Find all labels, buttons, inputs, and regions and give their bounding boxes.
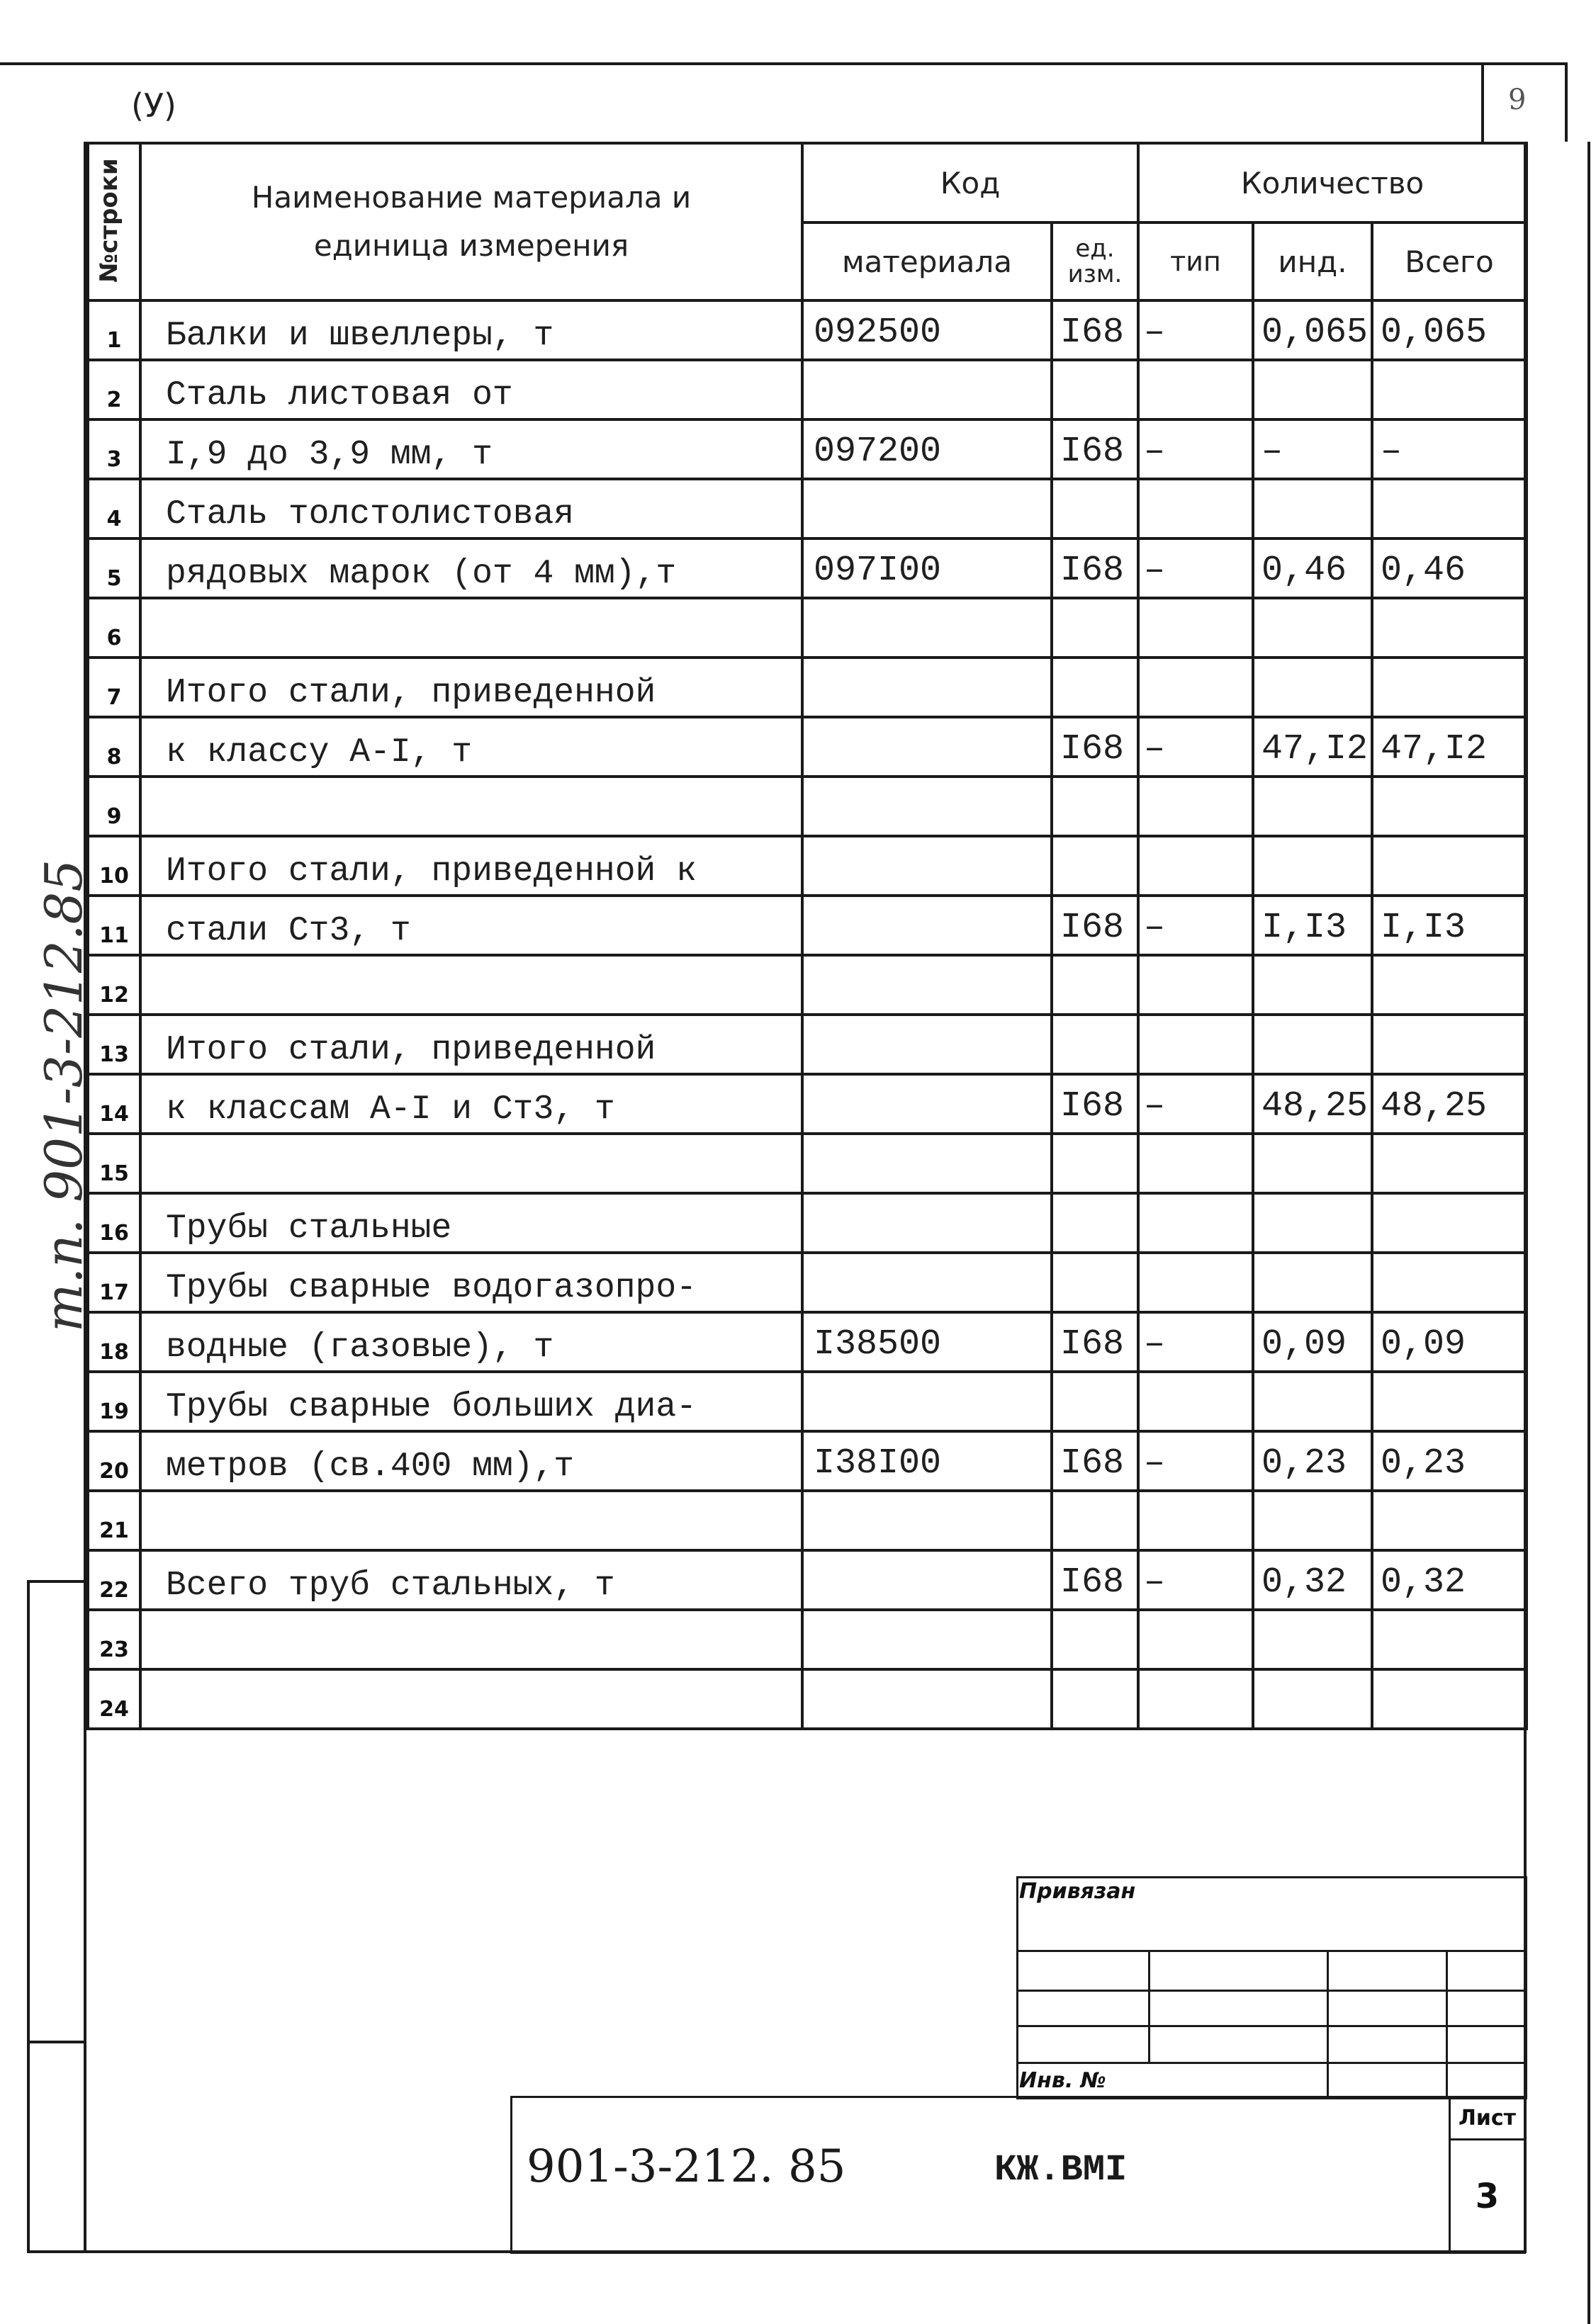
- row-total: 0,09: [1381, 1324, 1466, 1365]
- header-qty-ind: инд.: [1253, 222, 1372, 300]
- row-name: Трубы сварные больших диа-: [166, 1388, 697, 1426]
- header-quantity: Количество: [1138, 143, 1527, 222]
- row-number: 3: [106, 447, 122, 472]
- row-number: 11: [99, 923, 129, 948]
- row-total: I,I3: [1381, 908, 1466, 948]
- row-name: [142, 1686, 166, 1724]
- row-name: Итого стали, приведенной: [166, 674, 656, 712]
- row-number: 1: [106, 328, 122, 353]
- side-box-top: [27, 1580, 86, 1583]
- table-row: [88, 896, 1527, 955]
- row-number: 6: [106, 626, 122, 650]
- row-unit: I68: [1060, 1562, 1125, 1603]
- row-name: Итого стали, приведенной: [166, 1031, 656, 1069]
- table-row: [88, 360, 1527, 419]
- row-code: I38I00: [814, 1443, 942, 1484]
- sheet-number: 3: [1475, 2176, 1500, 2216]
- row-name: Итого стали, приведенной к: [166, 852, 697, 891]
- side-box-left: [27, 1580, 30, 2253]
- row-code: 092500: [814, 312, 942, 353]
- project-code: 901-3-212. 85: [527, 2140, 846, 2193]
- row-name: [142, 971, 166, 1010]
- row-unit: I68: [1060, 1324, 1125, 1365]
- row-name: [142, 1150, 166, 1188]
- row-name: водные (газовые), т: [166, 1329, 554, 1367]
- row-type: –: [1144, 1324, 1166, 1365]
- row-type: –: [1144, 551, 1166, 591]
- row-name: [142, 1507, 166, 1545]
- row-name: Сталь листовая от: [166, 376, 513, 414]
- row-name: Всего труб стальных, т: [166, 1567, 615, 1605]
- row-name: Сталь толстолистовая: [166, 495, 575, 534]
- row-total: 0,065: [1381, 312, 1488, 353]
- row-ind: 0,32: [1261, 1562, 1347, 1603]
- row-unit: I68: [1060, 312, 1125, 353]
- row-total: 0,23: [1381, 1443, 1466, 1484]
- table-row: [88, 955, 1527, 1015]
- row-number: 13: [99, 1042, 129, 1067]
- frame-corner-box: [1481, 62, 1484, 142]
- table-row: [88, 1431, 1527, 1491]
- table-row: [88, 717, 1527, 777]
- row-total: 0,32: [1381, 1562, 1466, 1603]
- table-row: [88, 1134, 1527, 1193]
- row-unit: I68: [1060, 908, 1125, 948]
- row-unit: I68: [1060, 1086, 1125, 1127]
- table-row: [88, 1491, 1527, 1550]
- page-corner-number: 9: [1508, 84, 1527, 116]
- row-name: Трубы сварные водогазопро-: [166, 1269, 697, 1307]
- table-row: [88, 1015, 1527, 1074]
- row-type: –: [1144, 908, 1166, 948]
- binding-stamp: [1016, 1876, 1527, 2099]
- header-row-no: №строки: [88, 143, 140, 300]
- frame-top-line: [0, 62, 1568, 65]
- row-number: 14: [99, 1102, 129, 1127]
- row-type: –: [1144, 1086, 1166, 1127]
- title-block: [510, 2096, 1526, 2254]
- row-type: –: [1144, 431, 1166, 472]
- header-code: Код: [802, 143, 1138, 222]
- doc-code: КЖ.ВМI: [994, 2149, 1128, 2191]
- frame-right-line: [1565, 62, 1568, 142]
- row-ind: 48,25: [1261, 1086, 1369, 1127]
- row-total: –: [1381, 431, 1403, 472]
- row-type: –: [1144, 312, 1166, 353]
- row-name: к классам А-I и Ст3, т: [166, 1090, 615, 1129]
- row-total: 48,25: [1381, 1086, 1488, 1127]
- row-number: 19: [99, 1399, 129, 1424]
- header-qty-total: Всего: [1372, 222, 1527, 300]
- row-code: 097200: [814, 431, 942, 472]
- sheet-label: Лист: [1458, 2106, 1517, 2131]
- row-unit: I68: [1060, 1443, 1125, 1484]
- side-vertical-note: т.п. 901-3-212.85: [34, 859, 94, 1332]
- row-name: Трубы стальные: [166, 1209, 452, 1248]
- row-name: рядовых марок (от 4 мм),т: [166, 555, 677, 593]
- row-number: 5: [106, 566, 122, 591]
- row-number: 16: [99, 1221, 129, 1246]
- row-code: 097I00: [814, 551, 942, 591]
- row-name: Балки и швеллеры, т: [166, 317, 554, 355]
- row-code: I38500: [814, 1324, 942, 1365]
- row-total: 0,46: [1381, 551, 1466, 591]
- row-ind: 0,09: [1261, 1324, 1347, 1365]
- frame-right-outer-line: [1587, 142, 1590, 2324]
- row-number: 7: [106, 685, 122, 710]
- row-ind: –: [1261, 431, 1283, 472]
- table-row: [88, 1312, 1527, 1372]
- row-number: 20: [99, 1459, 129, 1484]
- table-row: [88, 479, 1527, 538]
- top-left-mark: (У): [131, 86, 176, 125]
- row-number: 9: [106, 804, 122, 829]
- table-row: [88, 1193, 1527, 1253]
- row-number: 22: [99, 1578, 129, 1603]
- side-box-mid: [27, 2041, 86, 2043]
- table-row: [88, 300, 1527, 360]
- row-name: [142, 793, 166, 831]
- row-name: метров (св.400 мм),т: [166, 1448, 575, 1486]
- materials-table: [86, 142, 1528, 1730]
- table-row: [88, 1610, 1527, 1669]
- header-code-material: материала: [802, 222, 1052, 300]
- row-unit: I68: [1060, 729, 1125, 769]
- row-ind: 0,46: [1261, 551, 1347, 591]
- header-code-unit: ед. изм.: [1052, 222, 1138, 300]
- row-number: 23: [99, 1637, 129, 1662]
- header-qty-type: тип: [1138, 222, 1253, 300]
- row-ind: 0,23: [1261, 1443, 1347, 1484]
- row-ind: 47,I2: [1261, 729, 1369, 769]
- row-number: 10: [99, 864, 129, 889]
- row-name: [142, 1626, 166, 1664]
- table-row: [88, 1074, 1527, 1134]
- table-row: [88, 598, 1527, 658]
- table-row: [88, 1253, 1527, 1312]
- row-number: 24: [99, 1697, 129, 1722]
- row-number: 21: [99, 1518, 129, 1543]
- row-name: [142, 614, 166, 653]
- row-number: 8: [106, 745, 122, 769]
- row-number: 12: [99, 983, 129, 1008]
- row-unit: I68: [1060, 551, 1125, 591]
- row-name: стали Ст3, т: [166, 912, 411, 950]
- row-type: –: [1144, 729, 1166, 769]
- row-number: 15: [99, 1161, 129, 1186]
- inv-label: Инв. №: [1019, 2068, 1106, 2093]
- row-type: –: [1144, 1443, 1166, 1484]
- table-row: [88, 1550, 1527, 1610]
- row-number: 4: [106, 507, 122, 531]
- table-row: [88, 1372, 1527, 1431]
- row-type: –: [1144, 1562, 1166, 1603]
- row-number: 18: [99, 1340, 129, 1365]
- row-name: I,9 до 3,9 мм, т: [166, 436, 493, 474]
- table-row: [88, 658, 1527, 717]
- table-row: [88, 1669, 1527, 1729]
- row-total: 47,I2: [1381, 729, 1488, 769]
- header-name: Наименование материала и единица измерения: [140, 143, 802, 300]
- table-row: [88, 538, 1527, 598]
- bound-label: Привязан: [1019, 1879, 1136, 1904]
- row-unit: I68: [1060, 431, 1125, 472]
- row-number: 2: [106, 388, 122, 412]
- row-ind: 0,065: [1261, 312, 1369, 353]
- table-row: [88, 836, 1527, 896]
- table-row: [88, 419, 1527, 479]
- table-row: [88, 777, 1527, 836]
- row-name: к классу А-I, т: [166, 733, 473, 772]
- row-number: 17: [99, 1280, 129, 1305]
- row-ind: I,I3: [1261, 908, 1347, 948]
